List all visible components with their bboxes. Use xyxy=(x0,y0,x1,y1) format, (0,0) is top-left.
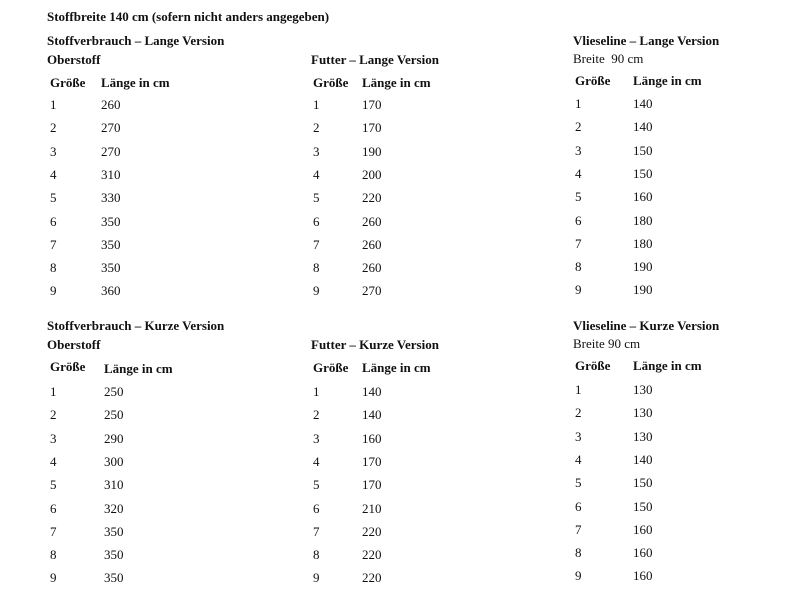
vlieseline-kurz-length-cell: 130 xyxy=(633,428,653,444)
oberstoff-lang-size-cell: 9 xyxy=(50,283,57,299)
oberstoff-kurz-size-cell: 9 xyxy=(50,570,57,586)
oberstoff-kurz-subtitle: Oberstoff xyxy=(47,337,101,352)
futter-lang-length-cell: 260 xyxy=(362,213,382,229)
vlieseline-lang-size-cell: 9 xyxy=(575,282,582,298)
oberstoff-kurz-length-cell: 250 xyxy=(104,407,124,423)
futter-kurz-size-cell: 5 xyxy=(313,477,320,493)
futter-kurz-header-groesse: Größe xyxy=(313,360,349,375)
vlieseline-lang-length-cell: 150 xyxy=(633,165,653,181)
vlieseline-lang-title: Vlieseline – Lange Version xyxy=(573,33,720,48)
oberstoff-lang-length-cell: 270 xyxy=(101,120,121,136)
futter-lang-length-cell: 170 xyxy=(362,97,382,112)
vlieseline-kurz-header-laenge: Länge in cm xyxy=(633,358,702,373)
futter-lang-size-cell: 1 xyxy=(313,97,320,112)
oberstoff-kurz-length-cell: 350 xyxy=(104,570,124,586)
futter-kurz-length-cell: 160 xyxy=(362,430,382,446)
oberstoff-kurz-length-cell: 290 xyxy=(104,430,124,446)
futter-kurz-size-cell: 7 xyxy=(313,523,320,539)
oberstoff-lang-size-cell: 2 xyxy=(50,120,57,136)
oberstoff-lang-subtitle: Oberstoff xyxy=(47,52,101,67)
oberstoff-lang-length-cell: 310 xyxy=(101,166,121,182)
oberstoff-lang-size-cell: 3 xyxy=(50,143,57,159)
oberstoff-kurz-header-laenge: Länge in cm xyxy=(104,361,173,376)
futter-kurz-size-cell: 6 xyxy=(313,500,320,516)
futter-lang-header-laenge: Länge in cm xyxy=(362,75,431,90)
oberstoff-kurz-size-cell: 2 xyxy=(50,407,57,423)
futter-lang-length-cell: 220 xyxy=(362,190,382,206)
vlieseline-lang-length-cell: 150 xyxy=(633,142,653,158)
vlieseline-lang-length-cell: 190 xyxy=(633,282,653,298)
oberstoff-lang-title: Stoffverbrauch – Lange Version xyxy=(47,33,225,48)
vlieseline-kurz-size-cell: 6 xyxy=(575,498,582,514)
futter-lang-length-cell: 200 xyxy=(362,166,382,182)
futter-lang-length-cell: 190 xyxy=(362,143,382,159)
oberstoff-lang-length-cell: 270 xyxy=(101,143,121,159)
oberstoff-kurz-header-groesse: Größe xyxy=(50,359,86,374)
vlieseline-lang-size-cell: 8 xyxy=(575,259,582,275)
vlieseline-kurz-size-cell: 9 xyxy=(575,568,582,584)
oberstoff-lang-size-cell: 8 xyxy=(50,260,57,276)
futter-kurz-size-cell: 8 xyxy=(313,547,320,563)
futter-kurz-size-cell: 4 xyxy=(313,453,320,469)
vlieseline-lang-length-cell: 180 xyxy=(633,235,653,251)
vlieseline-kurz-size-cell: 5 xyxy=(575,475,582,491)
oberstoff-lang-size-cell: 7 xyxy=(50,236,57,252)
futter-kurz-size-cell: 1 xyxy=(313,384,320,399)
vlieseline-lang-length-cell: 160 xyxy=(633,189,653,205)
oberstoff-lang-size-cell: 1 xyxy=(50,97,57,112)
oberstoff-lang-length-cell: 350 xyxy=(101,236,121,252)
vlieseline-kurz-length-cell: 150 xyxy=(633,475,653,491)
oberstoff-kurz-size-cell: 4 xyxy=(50,453,57,469)
vlieseline-kurz-size-cell: 8 xyxy=(575,545,582,561)
page-title: Stoffbreite 140 cm (sofern nicht anders angegeben) xyxy=(47,9,330,24)
vlieseline-lang-length-cell: 140 xyxy=(633,119,653,135)
vlieseline-kurz-header-groesse: Größe xyxy=(575,358,611,373)
oberstoff-kurz-length-cell: 250 xyxy=(104,384,124,399)
futter-kurz-length-cell: 220 xyxy=(362,523,382,539)
futter-lang-size-cell: 2 xyxy=(313,120,320,136)
vlieseline-kurz-length-cell: 160 xyxy=(633,545,653,561)
oberstoff-kurz-size-cell: 3 xyxy=(50,430,57,446)
vlieseline-lang-header-groesse: Größe xyxy=(575,73,611,88)
oberstoff-lang-size-cell: 6 xyxy=(50,213,57,229)
vlieseline-kurz-length-cell: 130 xyxy=(633,405,653,421)
oberstoff-kurz-size-cell: 7 xyxy=(50,523,57,539)
vlieseline-lang-subtitle: Breite 90 cm xyxy=(573,51,644,66)
futter-lang-size-cell: 5 xyxy=(313,190,320,206)
vlieseline-lang-size-cell: 6 xyxy=(575,212,582,228)
futter-lang-length-cell: 260 xyxy=(362,260,382,276)
oberstoff-lang-header-laenge: Länge in cm xyxy=(101,75,170,90)
vlieseline-kurz-size-cell: 3 xyxy=(575,428,582,444)
futter-lang-size-cell: 3 xyxy=(313,143,320,159)
futter-kurz-length-cell: 170 xyxy=(362,453,382,469)
futter-kurz-size-cell: 3 xyxy=(313,430,320,446)
vlieseline-lang-size-cell: 3 xyxy=(575,142,582,158)
futter-kurz-length-cell: 170 xyxy=(362,477,382,493)
futter-lang-size-cell: 4 xyxy=(313,166,320,182)
futter-kurz-size-cell: 2 xyxy=(313,407,320,423)
vlieseline-kurz-length-cell: 160 xyxy=(633,521,653,537)
oberstoff-kurz-size-cell: 6 xyxy=(50,500,57,516)
oberstoff-kurz-length-cell: 350 xyxy=(104,523,124,539)
futter-lang-size-cell: 8 xyxy=(313,260,320,276)
vlieseline-kurz-size-cell: 4 xyxy=(575,451,582,467)
vlieseline-lang-size-cell: 5 xyxy=(575,189,582,205)
futter-lang-length-cell: 170 xyxy=(362,120,382,136)
oberstoff-kurz-size-cell: 8 xyxy=(50,547,57,563)
oberstoff-kurz-size-cell: 5 xyxy=(50,477,57,493)
oberstoff-kurz-title: Stoffverbrauch – Kurze Version xyxy=(47,318,225,333)
vlieseline-kurz-length-cell: 160 xyxy=(633,568,653,584)
vlieseline-lang-length-cell: 140 xyxy=(633,96,653,111)
vlieseline-lang-size-cell: 4 xyxy=(575,165,582,181)
futter-lang-size-cell: 7 xyxy=(313,236,320,252)
oberstoff-lang-size-cell: 5 xyxy=(50,190,57,206)
futter-kurz-length-cell: 210 xyxy=(362,500,382,516)
vlieseline-lang-length-cell: 190 xyxy=(633,259,653,275)
futter-kurz-size-cell: 9 xyxy=(313,570,320,586)
futter-kurz-title: Futter – Kurze Version xyxy=(311,337,439,352)
vlieseline-kurz-size-cell: 1 xyxy=(575,382,582,397)
vlieseline-kurz-size-cell: 2 xyxy=(575,405,582,421)
futter-lang-size-cell: 9 xyxy=(313,283,320,299)
oberstoff-lang-length-cell: 350 xyxy=(101,213,121,229)
oberstoff-kurz-length-cell: 310 xyxy=(104,477,124,493)
vlieseline-lang-header-laenge: Länge in cm xyxy=(633,73,702,88)
futter-lang-length-cell: 260 xyxy=(362,236,382,252)
futter-kurz-header-laenge: Länge in cm xyxy=(362,360,431,375)
vlieseline-lang-size-cell: 7 xyxy=(575,235,582,251)
vlieseline-kurz-size-cell: 7 xyxy=(575,521,582,537)
vlieseline-kurz-title: Vlieseline – Kurze Version xyxy=(573,318,720,333)
oberstoff-kurz-length-cell: 350 xyxy=(104,547,124,563)
oberstoff-lang-header-groesse: Größe xyxy=(50,75,86,90)
futter-lang-title: Futter – Lange Version xyxy=(311,52,439,67)
vlieseline-lang-length-cell: 180 xyxy=(633,212,653,228)
futter-kurz-length-cell: 220 xyxy=(362,570,382,586)
futter-kurz-length-cell: 140 xyxy=(362,384,382,399)
vlieseline-kurz-length-cell: 150 xyxy=(633,498,653,514)
futter-lang-size-cell: 6 xyxy=(313,213,320,229)
oberstoff-lang-length-cell: 350 xyxy=(101,260,121,276)
futter-kurz-length-cell: 220 xyxy=(362,547,382,563)
oberstoff-lang-length-cell: 330 xyxy=(101,190,121,206)
oberstoff-lang-size-cell: 4 xyxy=(50,166,57,182)
oberstoff-kurz-length-cell: 300 xyxy=(104,453,124,469)
futter-lang-length-cell: 270 xyxy=(362,283,382,299)
vlieseline-lang-size-cell: 2 xyxy=(575,119,582,135)
oberstoff-lang-length-cell: 360 xyxy=(101,283,121,299)
vlieseline-lang-size-cell: 1 xyxy=(575,96,582,111)
vlieseline-kurz-length-cell: 130 xyxy=(633,382,653,397)
oberstoff-kurz-size-cell: 1 xyxy=(50,384,57,399)
vlieseline-kurz-subtitle: Breite 90 cm xyxy=(573,336,641,351)
vlieseline-kurz-length-cell: 140 xyxy=(633,451,653,467)
futter-kurz-length-cell: 140 xyxy=(362,407,382,423)
futter-lang-header-groesse: Größe xyxy=(313,75,349,90)
oberstoff-kurz-length-cell: 320 xyxy=(104,500,124,516)
oberstoff-lang-length-cell: 260 xyxy=(101,97,121,112)
